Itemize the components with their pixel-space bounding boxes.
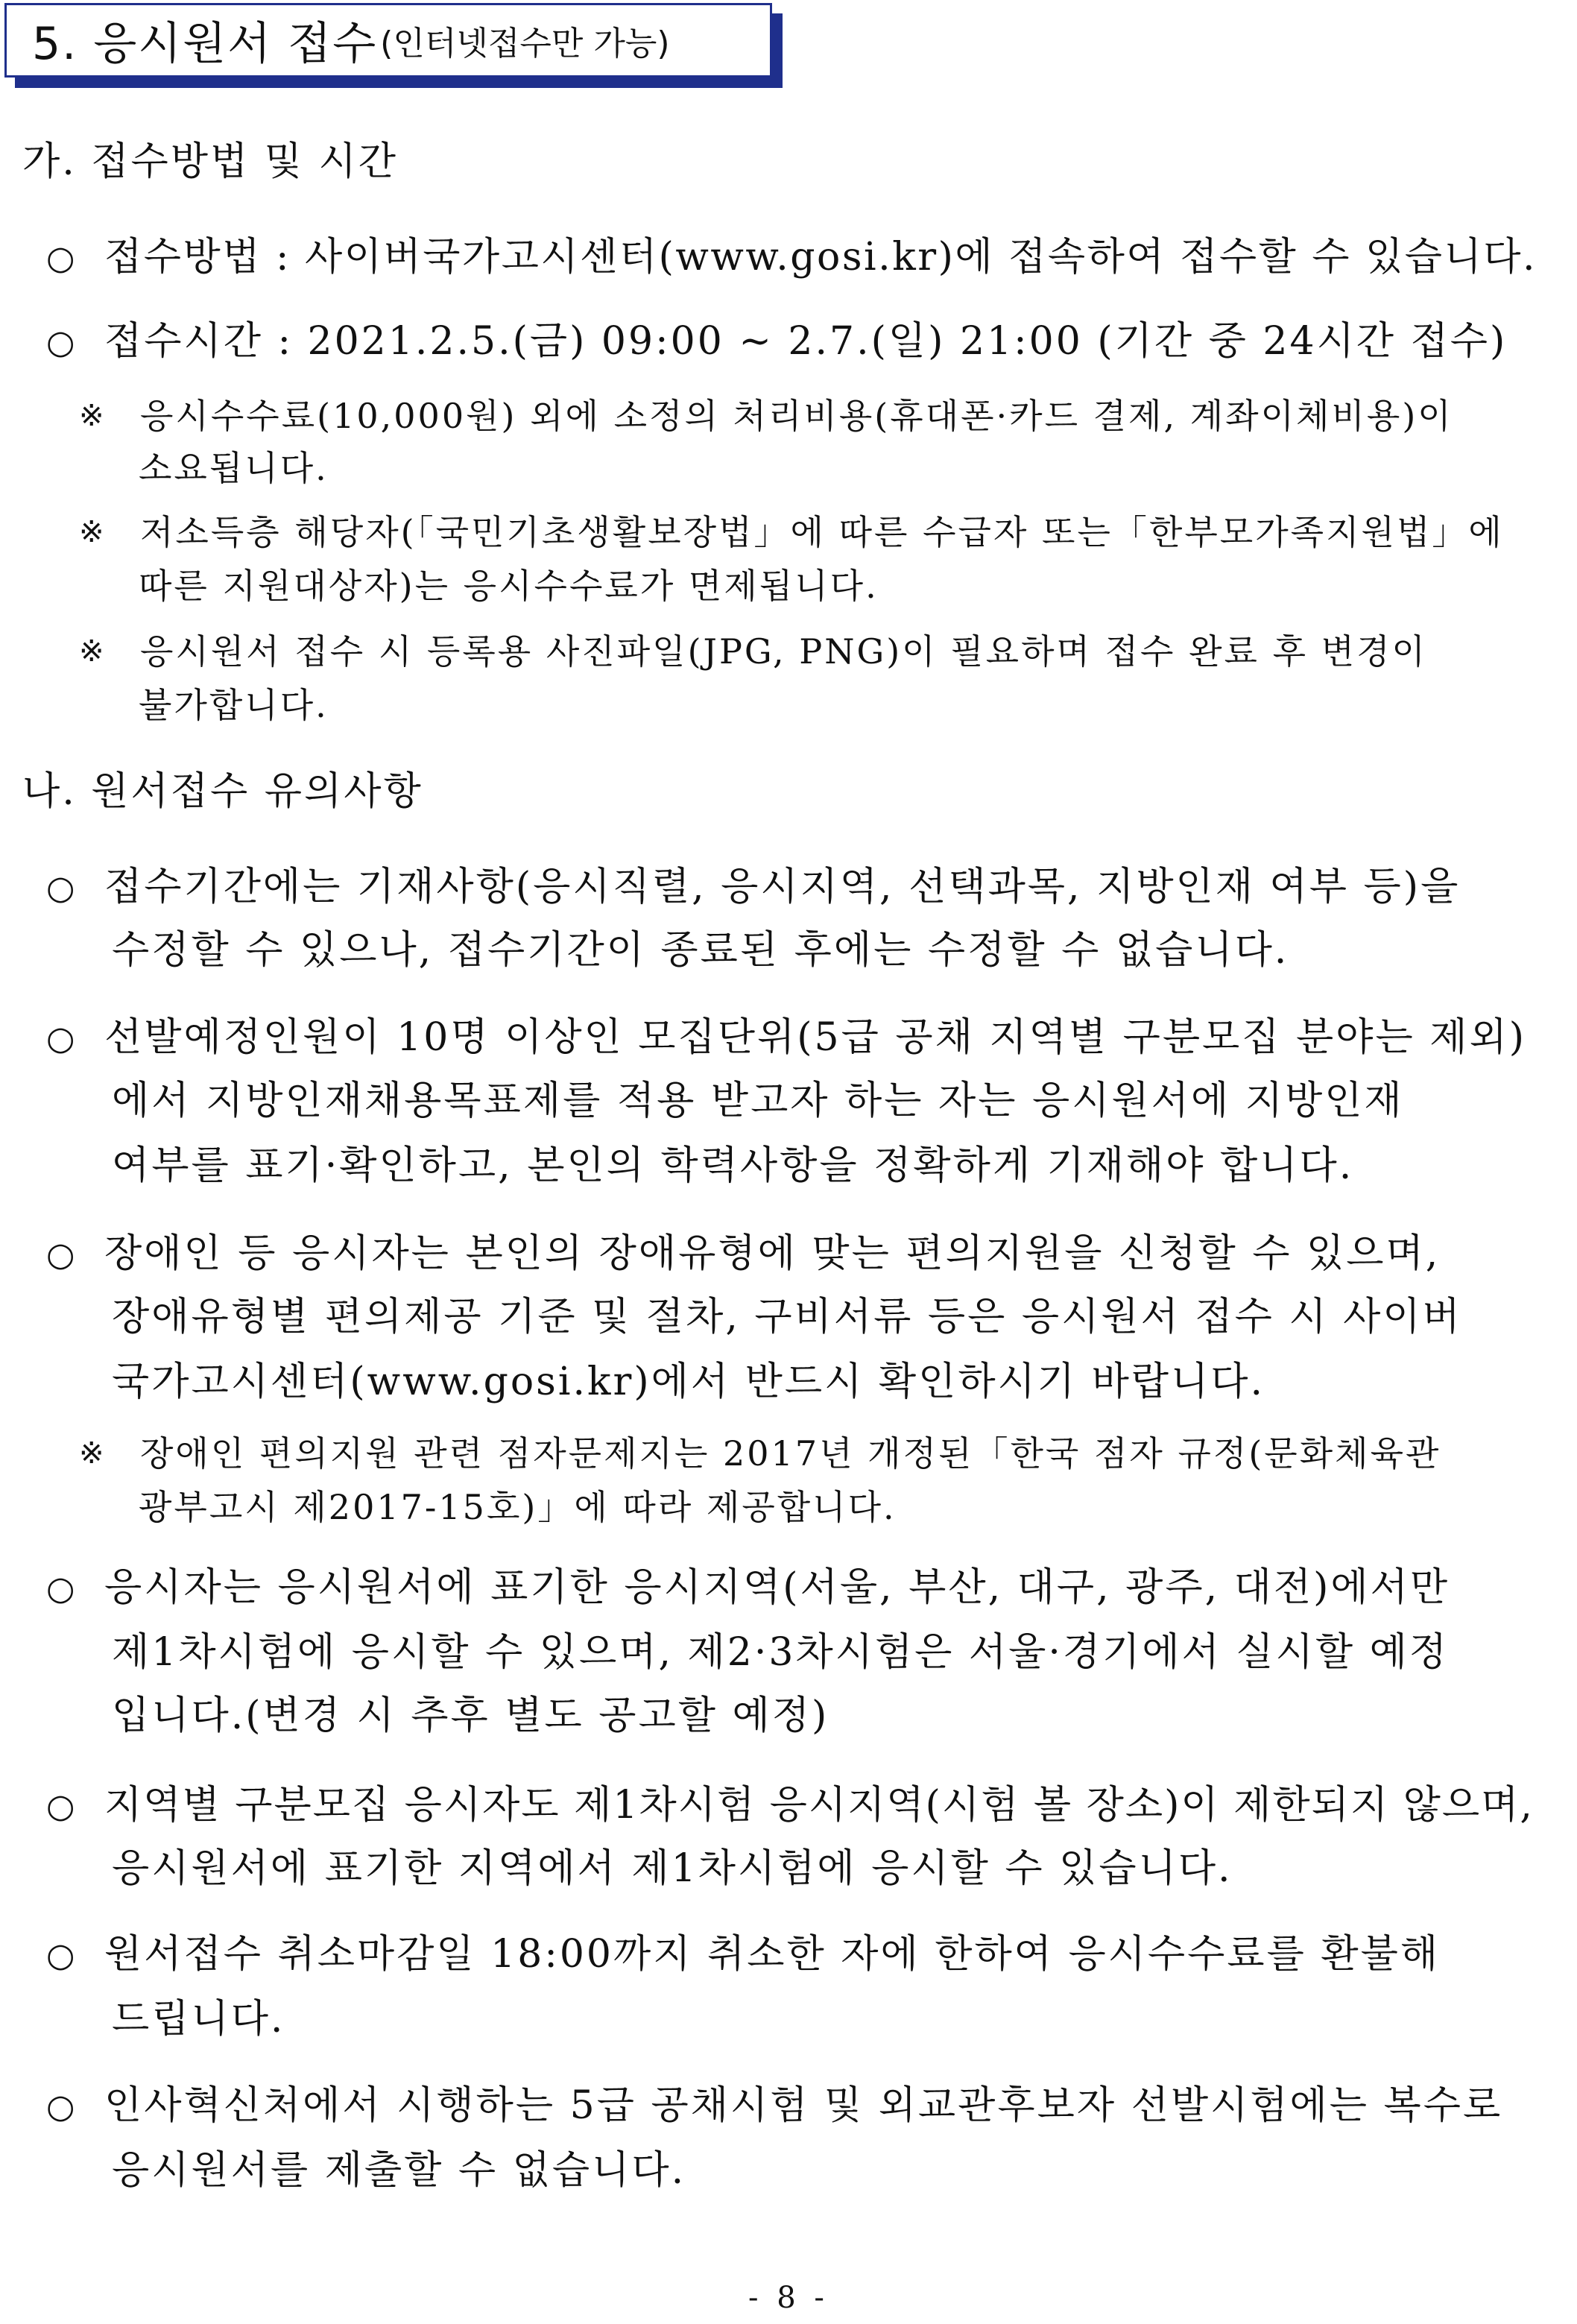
paragraph-line: 응시원서에 표기한 지역에서 제1차시험에 응시할 수 있습니다. bbox=[112, 1846, 1233, 1891]
bullet-circle-icon: ○ bbox=[46, 1787, 75, 1825]
note-mark-icon: ※ bbox=[79, 399, 104, 433]
paragraph-line: 입니다.(변경 시 추후 별도 공고할 예정) bbox=[112, 1693, 829, 1738]
note-line: 불가합니다. bbox=[139, 685, 329, 725]
note-line: 저소득층 해당자(「국민기초생활보장법」에 따른 수급자 또는「한부모가족지원법」에 bbox=[140, 512, 1504, 552]
paragraph-line: 에서 지방인재채용목표제를 적용 받고자 하는 자는 응시원서에 지방인재 bbox=[112, 1079, 1404, 1123]
section-title-note: (인터넷접수만 가능) bbox=[380, 25, 670, 63]
bullet-circle-icon: ○ bbox=[46, 869, 75, 907]
paragraph-line: 지역별 구분모집 응시자도 제1차시험 응시지역(시험 볼 장소)이 제한되지 않으며, bbox=[104, 1783, 1534, 1828]
paragraph-line: 장애인 등 응시자는 본인의 장애유형에 맞는 편의지원을 신청할 수 있으며, bbox=[104, 1231, 1441, 1276]
subsection-heading-b: 나. 원서접수 유의사항 bbox=[22, 769, 423, 814]
page-number: - 8 - bbox=[748, 2281, 829, 2315]
paragraph-line: 응시자는 응시원서에 표기한 응시지역(서울, 부산, 대구, 광주, 대전)에서만 bbox=[104, 1565, 1450, 1610]
note-mark-icon: ※ bbox=[79, 515, 104, 549]
paragraph-line: 수정할 수 있으나, 접수기간이 종료된 후에는 수정할 수 없습니다. bbox=[112, 928, 1289, 973]
note-line: 따른 지원대상자)는 응시수수료가 면제됩니다. bbox=[139, 566, 879, 606]
paragraph-line: 제1차시험에 응시할 수 있으며, 제2·3차시험은 서울·경기에서 실시할 예정 bbox=[112, 1630, 1450, 1675]
paragraph-line: 여부를 표기·확인하고, 본인의 학력사항을 정확하게 기재해야 합니다. bbox=[112, 1143, 1354, 1188]
note-line: 광부고시 제2017-15호)」에 따라 제공합니다. bbox=[139, 1487, 897, 1527]
bullet-circle-icon: ○ bbox=[46, 239, 75, 277]
paragraph-line: 선발예정인원이 10명 이상인 모집단위(5급 공채 지역별 구분모집 분야는 제외) bbox=[104, 1015, 1527, 1060]
paragraph-line: 접수시간 : 2021.2.5.(금) 09:00 ~ 2.7.(일) 21:00 (기간 중 24시간 접수) bbox=[104, 319, 1508, 364]
bullet-circle-icon: ○ bbox=[46, 2088, 75, 2126]
paragraph-line: 원서접수 취소마감일 18:00까지 취소한 자에 한하여 응시수수료를 환불해 bbox=[104, 1932, 1441, 1977]
bullet-circle-icon: ○ bbox=[46, 1936, 75, 1974]
bullet-circle-icon: ○ bbox=[46, 1570, 75, 1608]
note-line: 응시원서 접수 시 등록용 사진파일(JPG, PNG)이 필요하며 접수 완료 후 변경이 bbox=[140, 631, 1427, 672]
bullet-circle-icon: ○ bbox=[46, 1236, 75, 1274]
note-mark-icon: ※ bbox=[79, 634, 104, 669]
paragraph-line: 국가고시센터(www.gosi.kr)에서 반드시 확인하시기 바랍니다. bbox=[112, 1360, 1265, 1404]
paragraph-line: 인사혁신처에서 시행하는 5급 공채시험 및 외교관후보자 선발시험에는 복수로 bbox=[104, 2083, 1503, 2128]
note-line: 소요됩니다. bbox=[139, 448, 329, 488]
paragraph-line: 장애유형별 편의제공 기준 및 절차, 구비서류 등은 응시원서 접수 시 사이버 bbox=[112, 1295, 1462, 1339]
note-line: 응시수수료(10,000원) 외에 소정의 처리비용(휴대폰·카드 결제, 계좌이체비용)이 bbox=[140, 396, 1453, 436]
section-title: 5. 응시원서 접수 bbox=[32, 18, 378, 70]
bullet-circle-icon: ○ bbox=[46, 323, 75, 361]
paragraph-line: 접수기간에는 기재사항(응시직렬, 응시지역, 선택과목, 지방인재 여부 등)을 bbox=[104, 865, 1461, 909]
note-mark-icon: ※ bbox=[79, 1436, 104, 1471]
paragraph-line: 접수방법 : 사이버국가고시센터(www.gosi.kr)에 접속하여 접수할 수 있습니다. bbox=[104, 235, 1538, 280]
bullet-circle-icon: ○ bbox=[46, 1020, 75, 1058]
note-line: 장애인 편의지원 관련 점자문제지는 2017년 개정된「한국 점자 규정(문화체육관 bbox=[140, 1433, 1441, 1474]
paragraph-line: 응시원서를 제출할 수 없습니다. bbox=[112, 2148, 686, 2193]
subsection-heading-a: 가. 접수방법 및 시간 bbox=[22, 139, 398, 184]
section-title-box bbox=[4, 3, 772, 78]
paragraph-line: 드립니다. bbox=[112, 1997, 285, 2042]
